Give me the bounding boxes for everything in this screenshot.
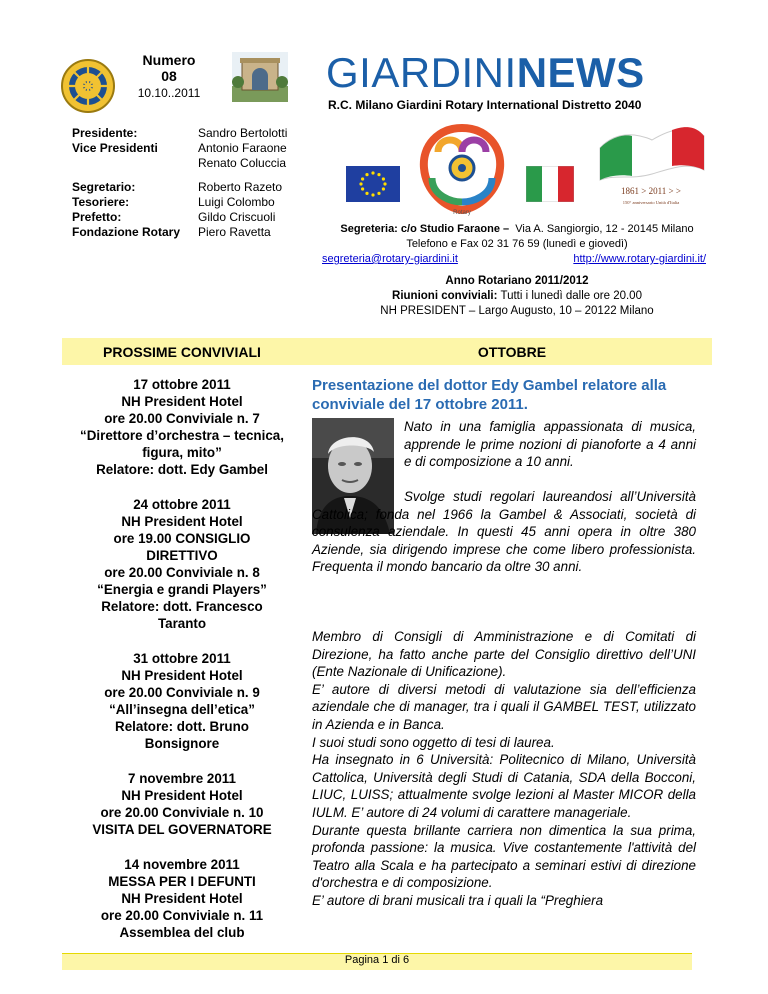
officer-row: Segretario: Roberto Razeto [72,180,283,194]
event-item: 17 ottobre 2011 NH President Hotel ore 20.00 Conviviale n. 7 “Direttore d’orchestra – tecnica, figura, mito” Relatore: dott. Edy Gambel [80,377,284,477]
event-item: 24 ottobre 2011 NH President Hotel ore 19.00 CONSIGLIO DIRETTIVO ore 20.00 Conviviale n. 8 “Energia e grandi Players” Relatore: dott. Francesco Taranto [97,497,267,631]
svg-text:Rotary: Rotary [453,210,471,216]
issue-number: Numero 08 [142,52,196,84]
unity-anniversary-logo [592,118,710,208]
month-heading: OTTOBRE [477,344,547,360]
officers-list [72,126,318,240]
svg-text:150° anniversario Unità d'Ital: 150° anniversario Unità d'Italia [622,200,680,205]
upcoming-dinners-heading: PROSSIME CONVIVIALI [103,344,261,360]
eu-flag-icon [346,166,400,202]
event-item: 14 novembre 2011 MESSA PER I DEFUNTI NH President Hotel ore 20.00 Conviviale n. 11 Assemblea del club [100,857,264,940]
secretariat-block: Segreteria: c/o Studio Faraone – Via A. Sangiorgio, 12 - 20145 Milano Telefono e Fax 02 31 76 59 (lunedì e giovedì) segreteria@rotary-giardini.it http://www.rotary-giardini.it/ [322,223,706,265]
masthead-title: GIARDININEWS [326,49,645,96]
officer-row: Prefetto: Gildo Criscuoli [72,210,276,224]
events-list [62,376,302,959]
gardens-gate-image [232,52,288,102]
email-link[interactable]: segreteria@rotary-giardini.it [322,253,458,265]
officer-row: Fondazione Rotary Piero Ravetta [72,225,271,239]
club-subtitle: R.C. Milano Giardini Rotary International Distretto 2040 [328,98,642,112]
italian-flag-icon [526,166,574,202]
svg-text:1861 > 2011 > >: 1861 > 2011 > > [621,186,681,196]
rotary-wheel-logo [60,58,116,114]
rotary-humanity-logo [408,122,516,216]
page-number: Pagina 1 di 6 [344,954,410,966]
officer-row: Presidente: Sandro Bertolotti [72,126,288,140]
article-paragraph: Nato in una famiglia appassionata di musica, apprende le prime nozioni di pianoforte a 4 anni e di composizione a 10 anni. [404,419,696,470]
article-title: Presentazione del dottor Edy Gambel relatore alla conviviale del 17 ottobre 2011. [312,377,667,413]
article-paragraph: Svolge studi regolari laureandosi all’Università Cattolica; fonda nel 1966 la Gambel & Associati, società di consulenza aziendale. In questi 45 anni opera in oltre 380 Aziende, sia dirigendo imprese che come libero professionista. Frequenta il mondo bancario da oltre 30 anni. [312,489,696,575]
rotary-year-info: Anno Rotariano 2011/2012 Riunioni conviviali: Tutti i lunedì dalle ore 20.00 NH PRESIDENT – Largo Augusto, 10 – 20122 Milano [380,275,654,317]
officer-row: Vice Presidenti Antonio Faraone Renato Coluccia [72,141,287,170]
event-item: 31 ottobre 2011 NH President Hotel ore 20.00 Conviviale n. 9 “All’insegna dell’etica” Relatore: dott. Bruno Bonsignore [104,651,260,751]
event-item: 7 novembre 2011 NH President Hotel ore 20.00 Conviviale n. 10 VISITA DEL GOVERNATORE [92,771,272,837]
issue-date: 10.10..2011 [137,86,201,100]
website-link[interactable]: http://www.rotary-giardini.it/ [573,253,706,265]
article-body: Membro di Consigli di Amministrazione e di Comitati di Direzione, ha fatto anche parte del Consiglio direttivo dell’UNI (Ente Nazionale di Unificazione). E’ autore di diversi metodi di valutazione sia dell’efficienza aziendale che di manager, tra i quali il GAMBEL TEST, utilizzato in Azienda e in Banca. I suoi studi sono oggetto di tesi di laurea. Ha insegnato in 6 Università: Politecnico di Milano, Università Cattolica, Università degli Studi di Catania, SDA della Bocconi, LIUC, LUISS; attualmente svolge lezioni al Master MICOR della IULM. E’ autore di 24 volumi di carattere manageriale. Durante questa brillante carriera non dimentica la sua prima, profonda passione: la musica. Vive costantemente l'attività del Teatro alla Scala e ha partecipato a seminari estivi di direzione d'orchestra e di composizione. E’ autore di brani musicali tra i quali la “Preghiera [312,629,696,908]
officer-row: Tesoriere: Luigi Colombo [72,195,275,209]
